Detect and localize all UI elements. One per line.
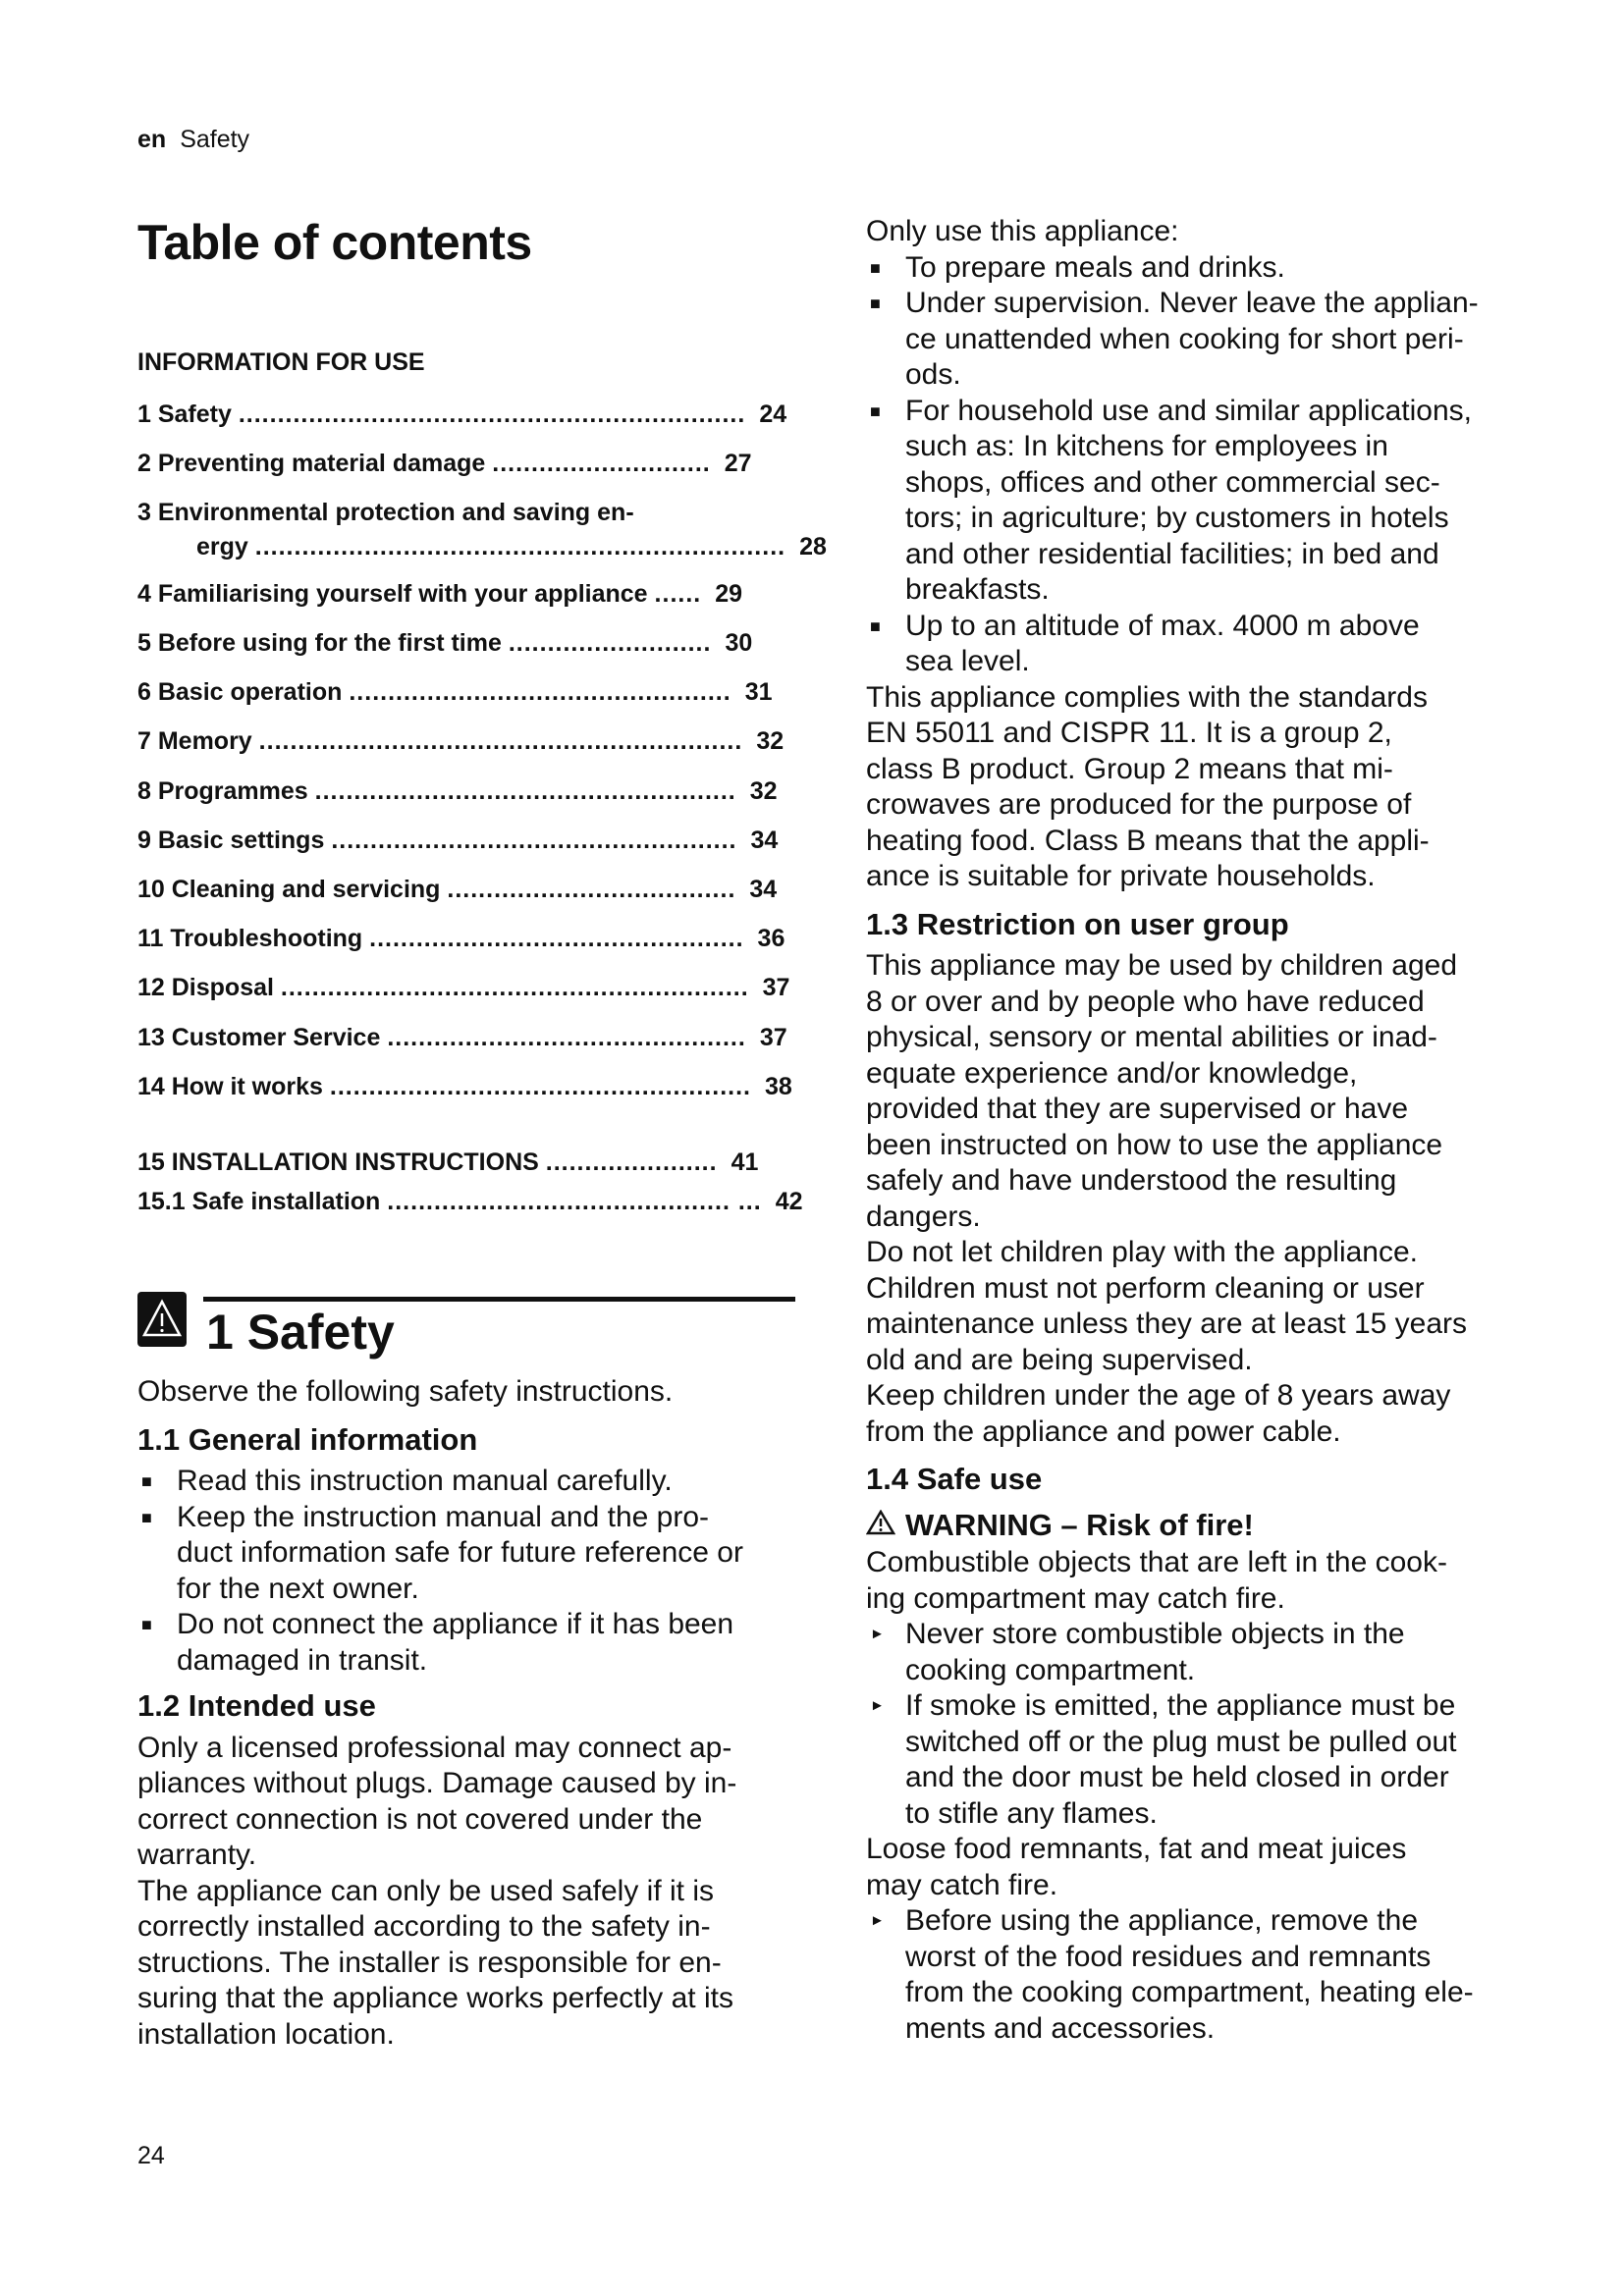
toc-entry [137,1024,787,1052]
text-line: equate experience and/or knowledge, [866,1056,1358,1090]
toc-leader-dots: ............................ [492,450,711,477]
bullet-item [866,609,1543,680]
text-line: physical, sensory or mental abilities or inad- [866,1021,1437,1053]
text-line: ments and accessories. [905,2011,1216,2045]
text-line: Observe the following safety instructions. [137,1375,674,1408]
text-line: duct information safe for future reference or [177,1536,743,1569]
text-line: such as: In kitchens for employees in [905,430,1388,462]
paragraph [866,1832,1543,1903]
left-column-body [137,1374,805,2064]
toc-entry-label-cont: ergy [196,533,248,561]
text-line: breakfasts. [905,573,1050,606]
text-line: To prepare meals and drinks. [905,250,1285,284]
toc-leader-dots: ............................................ ... [387,1188,762,1215]
text-line: This appliance complies with the standards [866,680,1428,714]
warning-icon [137,1292,187,1347]
toc-leader-dots: ...................... [545,1148,718,1176]
warning-icon [866,1508,895,1544]
text-line: dangers. [866,1200,981,1233]
toc-page-number: 37 [759,1024,787,1051]
paragraph [866,214,1543,250]
square-bullet-icon: ■ [141,1507,152,1527]
toc-leader-dots: ...................................................... [314,777,736,805]
toc-entry-label: 7 Memory [137,727,252,755]
text-line: ce unattended when cooking for short peri- [905,322,1464,355]
text-line: tors; in agriculture; by customers in hotels [905,502,1449,534]
toc-entry-continuation [137,533,827,561]
text-line: Only a licensed professional may connect ap- [137,1731,732,1764]
toc-leader-dots: ...... [654,580,702,608]
toc-entry [137,777,778,806]
toc-entry [137,974,789,1002]
toc-page-number: 42 [775,1188,803,1215]
text-line: and other residential facilities; in bed and [905,537,1439,570]
text-line: Do not let children play with the appliance. [866,1236,1419,1268]
toc-entry-label: 6 Basic operation [137,678,343,706]
bullet-item [137,1607,805,1679]
warning-heading [866,1508,1543,1544]
toc-page-number: 34 [750,827,779,854]
toc-entry-label: 14 How it works [137,1073,323,1100]
toc-group-heading: INFORMATION FOR USE [137,348,425,376]
text-line: pliances without plugs. Damage caused by in- [137,1767,737,1799]
text-line: from the cooking compartment, heating ele- [905,1976,1474,2008]
toc-leader-dots: .................................................................... [254,533,786,561]
toc-entry [137,876,777,904]
text-line: Do not connect the appliance if it has been [177,1608,734,1640]
subsection-heading: 1.3 Restriction on user group [866,906,1289,941]
toc-page-number: 37 [762,974,790,1001]
bullet-item [137,1500,805,1608]
bullet-item [137,1464,805,1500]
header-section: Safety [180,126,250,153]
text-line: safely and have understood the resulting [866,1164,1397,1197]
text-line: crowaves are produced for the purpose of [866,788,1412,821]
action-step [866,1688,1543,1832]
toc-page-number: 32 [749,777,778,805]
text-line: Up to an altitude of max. 4000 m above [905,609,1420,642]
paragraph [137,1731,805,1874]
square-bullet-icon: ■ [870,257,881,278]
text-line: Children must not perform cleaning or user [866,1271,1425,1305]
section-title: 1 Safety [206,1305,395,1360]
text-line: correct connection is not covered under the [137,1802,703,1836]
text-line: may catch fire. [866,1868,1058,1901]
text-line: ance is suitable for private households. [866,860,1376,892]
toc-title: Table of contents [137,215,532,270]
text-line: switched off or the plug must be pulled out [905,1725,1457,1758]
toc-entry-label: 4 Familiarising yourself with your appliance [137,580,648,608]
toc-entry-label: 15.1 Safe installation [137,1188,381,1215]
triangle-bullet-icon: ► [870,1912,885,1929]
text-line: suring that the appliance works perfectly at its [137,1982,733,2014]
toc-entry [137,629,752,658]
toc-entry [137,925,785,953]
text-line: This appliance may be used by children aged [866,949,1458,982]
text-line: 8 or over and by people who have reduced [866,985,1425,1018]
text-line: Combustible objects that are left in the cook- [866,1546,1447,1578]
text-line: Before using the appliance, remove the [905,1904,1418,1937]
triangle-bullet-icon: ► [870,1626,885,1642]
page-header [137,126,249,154]
toc-entry-label: 2 Preventing material damage [137,450,486,477]
toc-page-number: 30 [725,629,753,657]
square-bullet-icon: ■ [141,1615,152,1634]
square-bullet-icon: ■ [141,1471,152,1491]
toc-entry [137,1148,758,1177]
subsection-heading: 1.4 Safe use [866,1462,1043,1496]
text-line: Under supervision. Never leave the applian- [905,287,1479,319]
text-line: old and are being supervised. [866,1343,1253,1376]
toc-entry-label: 1 Safety [137,400,232,428]
paragraph [137,1374,805,1411]
toc-entry-label: 9 Basic settings [137,827,325,854]
toc-entry [137,727,784,756]
bullet-item [866,286,1543,394]
paragraph [866,1235,1543,1378]
toc-leader-dots: ................................................ [369,925,744,952]
text-line: from the appliance and power cable. [866,1415,1341,1448]
text-line: shops, offices and other commercial sec- [905,465,1440,499]
action-step [866,1617,1543,1688]
text-line: for the next owner. [177,1572,419,1605]
toc-entry-label: 11 Troubleshooting [137,925,363,952]
toc-entry-label: 13 Customer Service [137,1024,381,1051]
paragraph [866,1545,1543,1617]
text-line: Loose food remnants, fat and meat juices [866,1833,1407,1865]
toc-leader-dots: ............................................................ [280,974,749,1001]
toc-leader-dots: .......................... [508,629,712,657]
toc-page-number: 31 [744,678,773,706]
text-line: sea level. [905,645,1030,677]
text-line: Keep the instruction manual and the pro- [177,1500,710,1533]
text-line: to stifle any flames. [905,1796,1158,1830]
toc-page-number: 27 [724,450,752,477]
text-line: maintenance unless they are at least 15 years [866,1308,1468,1340]
toc-page-number: 29 [715,580,743,608]
toc-page-number: 34 [749,876,778,903]
toc-entry-label: 8 Programmes [137,777,308,805]
text-line: If smoke is emitted, the appliance must be [905,1689,1456,1722]
toc-page-number: 28 [799,533,827,561]
text-line: Never store combustible objects in the [905,1618,1405,1650]
page-number: 24 [137,2142,165,2169]
text-line: correctly installed according to the safety in- [137,1910,711,1943]
toc-page-number: 32 [756,727,785,755]
toc-page-number: 41 [731,1148,759,1176]
subsection-heading: 1.1 General information [137,1421,478,1457]
toc-entry [137,450,752,478]
toc-leader-dots: ................................................. [349,678,731,706]
text-line: worst of the food residues and remnants [905,1940,1432,1973]
toc-entry [137,827,778,855]
text-line: ing compartment may catch fire. [866,1581,1285,1615]
text-line: damaged in transit. [177,1643,428,1677]
paragraph [137,1874,805,2054]
toc-entry [137,499,827,561]
square-bullet-icon: ■ [870,615,881,636]
warning-text: WARNING – Risk of fire! [905,1507,1254,1542]
toc-entry-label: 12 Disposal [137,974,274,1001]
text-line: Only use this appliance: [866,215,1179,247]
text-line: warranty. [137,1839,257,1871]
text-line: been instructed on how to use the appliance [866,1128,1443,1161]
paragraph [866,948,1543,1235]
toc-entry-label: 5 Before using for the first time [137,629,502,657]
text-line: and the door must be held closed in order [905,1761,1449,1793]
toc-entry [137,678,773,707]
toc-leader-dots: ..................................... [447,876,736,903]
paragraph [866,1378,1543,1450]
toc-leader-dots: .............................................. [387,1024,746,1051]
text-line: EN 55011 and CISPR 11. It is a group 2, [866,717,1392,749]
toc-entry-label: 10 Cleaning and servicing [137,876,441,903]
text-line: class B product. Group 2 means that mi- [866,752,1393,785]
text-line: For household use and similar applications, [905,394,1472,427]
text-line: Keep children under the age of 8 years away [866,1379,1451,1412]
text-line: cooking compartment. [905,1653,1196,1686]
text-line: heating food. Class B means that the appli- [866,824,1430,857]
toc-page-number: 24 [759,400,787,428]
bullet-item [866,250,1543,287]
section-rule [203,1297,795,1302]
right-column-body [866,214,1543,2047]
text-line: structions. The installer is responsible for en- [137,1946,722,1979]
triangle-bullet-icon: ► [870,1697,885,1714]
toc-page-number: 36 [757,925,785,952]
toc-entry-label: 3 Environmental protection and saving en- [137,499,634,526]
bullet-item [866,394,1543,609]
text-line: ods. [905,358,961,391]
paragraph [866,680,1543,895]
text-line: installation location. [137,2017,395,2051]
toc-leader-dots: ................................................................. [238,400,746,428]
toc-entry [137,1188,803,1216]
square-bullet-icon: ■ [870,294,881,313]
toc-leader-dots: .................................................... [331,827,737,854]
toc-leader-dots: ...................................................... [329,1073,751,1100]
toc-page-number: 38 [764,1073,792,1100]
toc-leader-dots: .............................................................. [258,727,743,755]
toc-entry [137,1073,792,1101]
text-line: Read this instruction manual carefully. [177,1465,673,1497]
text-line: The appliance can only be used safely if it is [137,1874,715,1907]
toc-entry-label: 15 INSTALLATION INSTRUCTIONS [137,1148,539,1176]
toc-entry [137,580,742,609]
subsection-heading: 1.2 Intended use [137,1688,376,1723]
text-line: provided that they are supervised or have [866,1093,1408,1125]
toc-entry [137,400,786,429]
language-code: en [137,126,167,153]
square-bullet-icon: ■ [870,400,881,421]
action-step [866,1903,1543,2047]
